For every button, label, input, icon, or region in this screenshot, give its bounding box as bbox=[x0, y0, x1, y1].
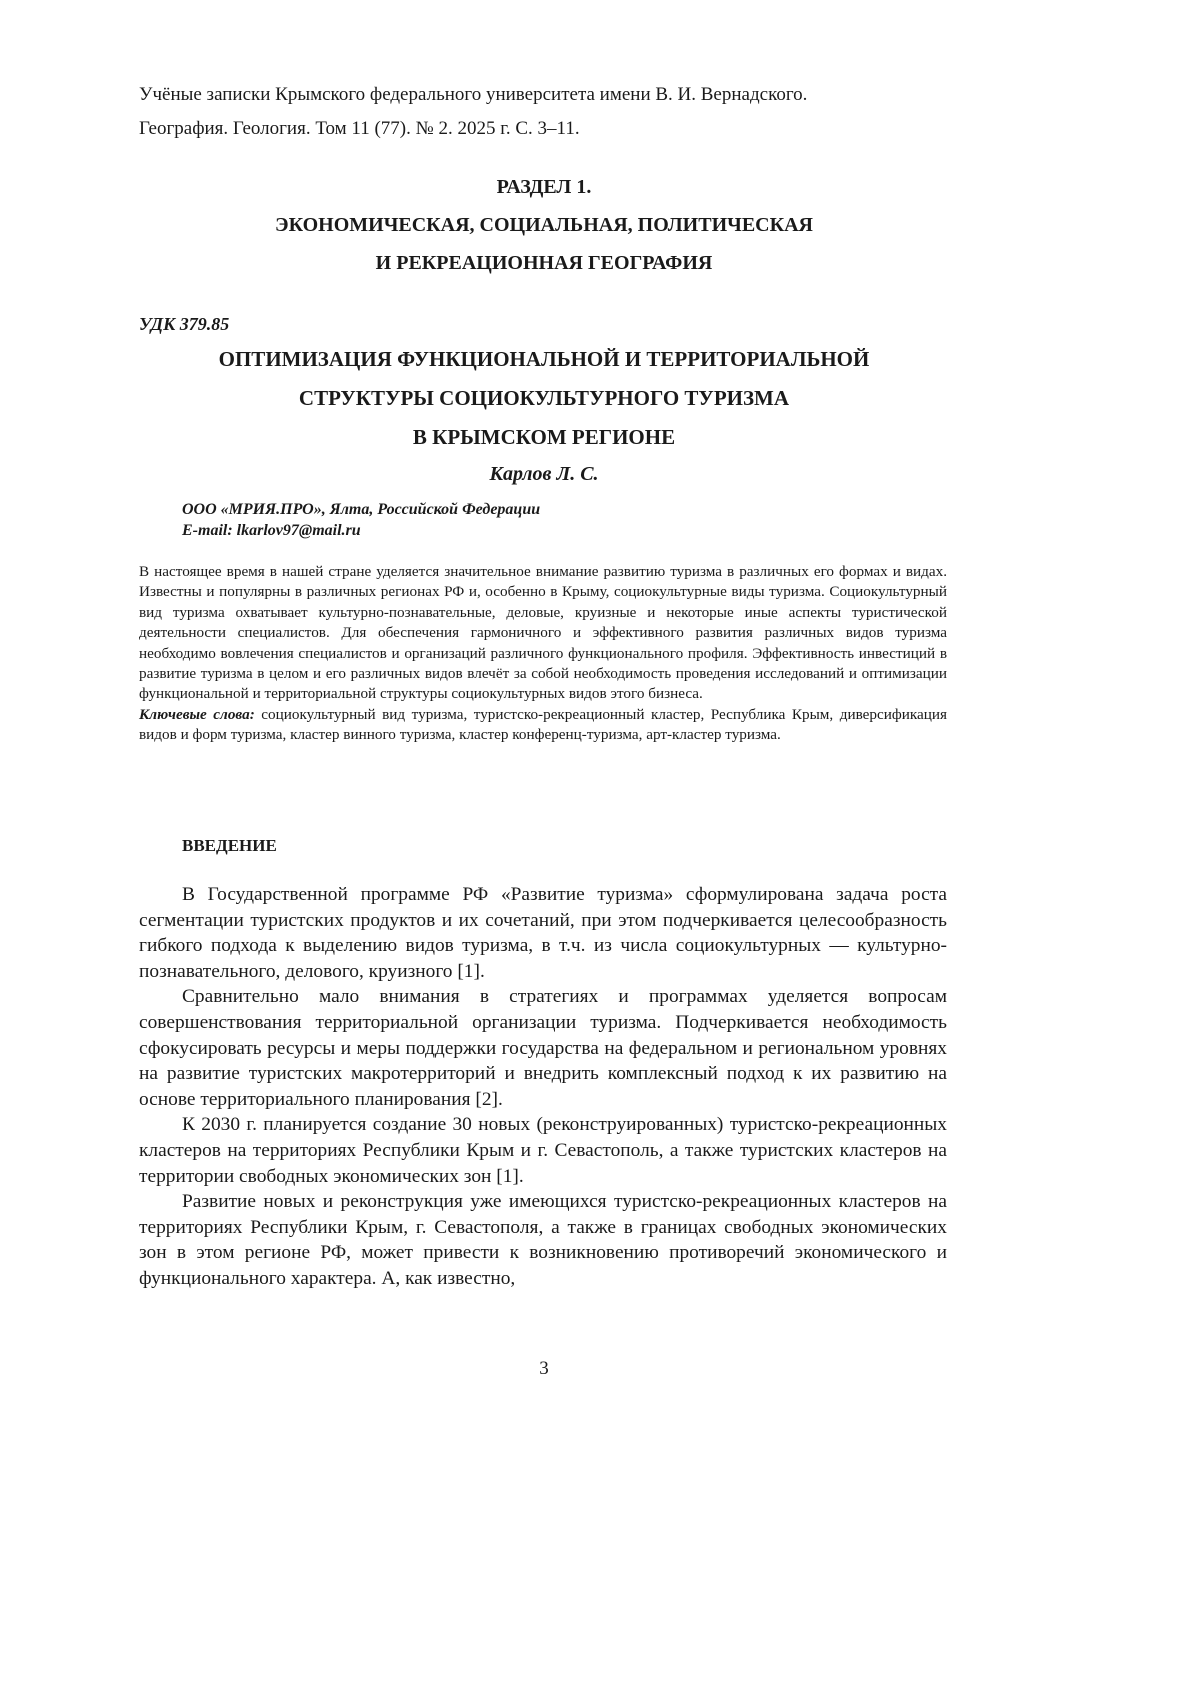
abstract-text: В настоящее время в нашей стране уделяется значительное внимание развитию туризма в различных его формах и видах. Известны и популярны в различных регионах РФ и, особенно в Крыму, социокультурные виды туризма. Социокультурный вид туризма охватывает культурно-познавательные, деловые, круизные и некоторые иные аспекты туристической деятельности специалистов. Для обеспечения гармоничного и эффективного развития различных видов туризма необходимо вовлечения специалистов и организаций различного функционального профиля. Эффективность инвестиций в развитие туризма в целом и его различных видов влечёт за собой необходимость проведения исследований и оптимизации функциональной и территориальной структуры социокультурных видов этого бизнеса. bbox=[139, 563, 947, 703]
author-email: E-mail: lkarlov97@mail.ru bbox=[182, 522, 361, 539]
body-paragraph: К 2030 г. планируется создание 30 новых (реконструированных) туристско-рекреационных кластеров на территориях Республики Крым и г. Севастополь, а также туристских кластеров на территории свободных экономических зон [1]. bbox=[139, 1114, 947, 1187]
section-title-line-2: И РЕКРЕАЦИОННАЯ ГЕОГРАФИЯ bbox=[375, 252, 713, 274]
udc-code: УДК 379.85 bbox=[139, 314, 230, 334]
body-paragraph: В Государственной программе РФ «Развитие туризма» сформулирована задача роста сегментации туристских продуктов и их сочетаний, при этом подчеркивается целесообразность гибкого подхода к выделению видов туризма, в т.ч. из числа социокультурных — культурно-познавательного, делового, круизного [1]. bbox=[139, 884, 947, 982]
abstract bbox=[139, 562, 947, 746]
author-affiliation: ООО «МРИЯ.ПРО», Ялта, Российской Федерации bbox=[182, 501, 541, 518]
journal-header-line-2: География. Геология. Том 11 (77). № 2. 2025 г. С. 3–11. bbox=[139, 118, 580, 139]
article-title-line-3: В КРЫМСКОМ РЕГИОНЕ bbox=[412, 425, 676, 449]
article-title-line-2: СТРУКТУРЫ СОЦИОКУЛЬТУРНОГО ТУРИЗМА bbox=[298, 386, 790, 410]
body-paragraph: Развитие новых и реконструкция уже имеющихся туристско-рекреационных кластеров на территориях Республики Крым, г. Севастополя, а также в границах свободных экономических зон в этом регионе РФ, может привести к возникновению противоречий экономического и функционального характера. А, как известно, bbox=[139, 1191, 947, 1289]
author-name: Карлов Л. С. bbox=[489, 463, 599, 485]
body-paragraph: Сравнительно мало внимания в стратегиях и программах уделяется вопросам совершенствования территориальной организации туризма. Подчеркивается необходимость сфокусировать ресурсы и меры поддержки государства на федеральном и региональном уровнях на развитие туристских макротерриторий и внедрить комплексный подход к их развитию на основе территориального планирования [2]. bbox=[139, 986, 947, 1110]
journal-header-line-1: Учёные записки Крымского федерального университета имени В. И. Вернадского. bbox=[139, 84, 808, 105]
introduction-heading: ВВЕДЕНИЕ bbox=[182, 836, 277, 855]
keywords bbox=[139, 705, 947, 746]
section-number: РАЗДЕЛ 1. bbox=[496, 176, 592, 198]
article-title-line-1: ОПТИМИЗАЦИЯ ФУНКЦИОНАЛЬНОЙ И ТЕРРИТОРИАЛЬНОЙ bbox=[218, 347, 870, 371]
keywords-list: социокультурный вид туризма, туристско-рекреационный кластер, Республика Крым, диверсификация видов и форм туризма, кластер винного туризма, кластер конференц-туризма, арт-кластер туризма. bbox=[139, 705, 947, 744]
section-title-line-1: ЭКОНОМИЧЕСКАЯ, СОЦИАЛЬНАЯ, ПОЛИТИЧЕСКАЯ bbox=[275, 214, 813, 236]
introduction-body bbox=[139, 882, 947, 1292]
keywords-label: Ключевые слова: bbox=[139, 705, 255, 723]
page-number: 3 bbox=[539, 1358, 549, 1379]
